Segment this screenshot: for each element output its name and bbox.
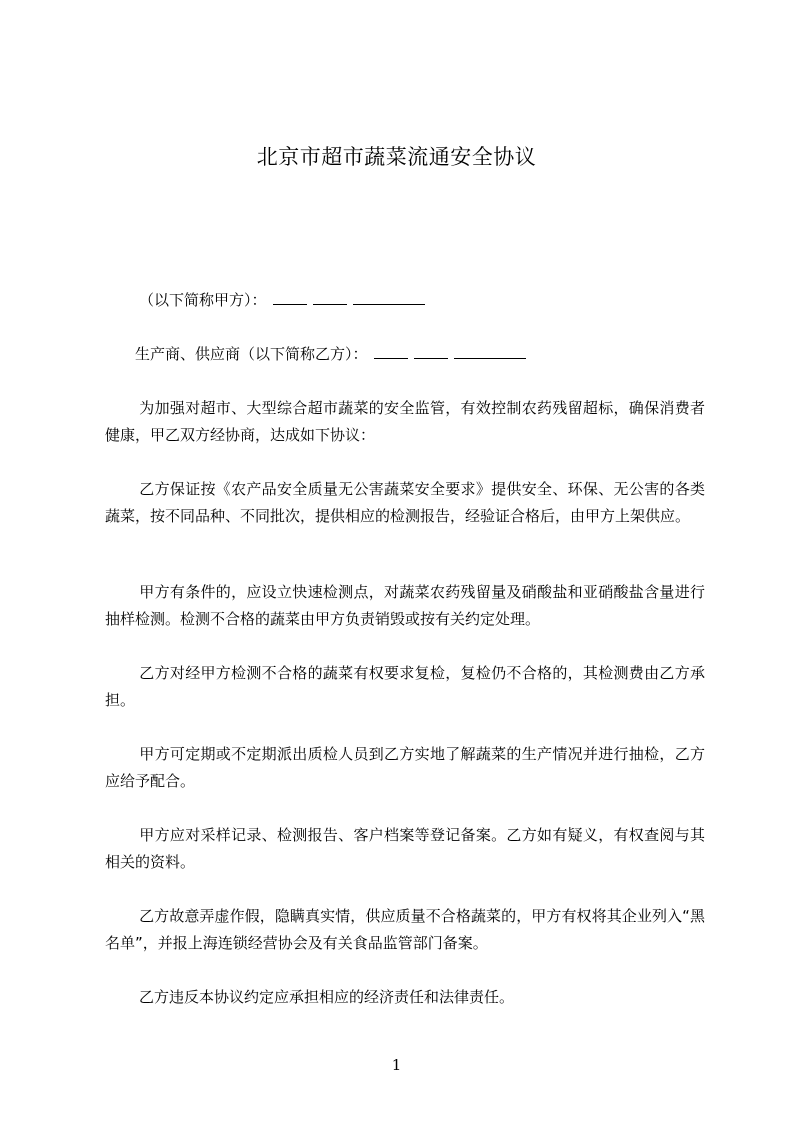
blank-field: [414, 344, 448, 359]
blank-field: [273, 290, 307, 305]
paragraph-text: 乙方对经甲方检测不合格的蔬菜有权要求复检，复检仍不合格的，其检测费由乙方承担。: [105, 664, 705, 709]
paragraph-text: 乙方违反本协议约定应承担相应的经济责任和法律责任。: [139, 988, 515, 1006]
paragraph-text: 乙方故意弄虚作假，隐瞒真实情，供应质量不合格蔬菜的，甲方有权将其企业列入“黑名单”，并报上海连锁经营协会及有关食品监管部门备案。: [105, 907, 705, 952]
page-number: 1: [391, 1056, 402, 1074]
paragraph-text: 甲方可定期或不定期派出质检人员到乙方实地了解蔬菜的生产情况并进行抽检，乙方应给予配合。: [105, 745, 705, 790]
paragraph-text: 甲方有条件的，应设立快速检测点，对蔬菜农药残留量及硝酸盐和亚硝酸盐含量进行抽样检测。检测不合格的蔬菜由甲方负责销毁或按有关约定处理。: [105, 583, 705, 628]
paragraph: [105, 395, 705, 449]
paragraph-text: 为加强对超市、大型综合超市蔬菜的安全监管，有效控制农药残留超标，确保消费者健康，甲乙双方经协商，达成如下协议：: [105, 399, 705, 444]
blank-field: [454, 344, 526, 359]
blank-field: [374, 344, 408, 359]
paragraph: [105, 822, 705, 876]
paragraph: [105, 660, 705, 714]
paragraph: [105, 741, 705, 795]
blank-field: [353, 290, 425, 305]
party-b-label: 生产商、供应商（以下简称乙方）：: [135, 345, 368, 363]
paragraph: [105, 579, 705, 633]
party-a-label: （以下简称甲方）：: [139, 291, 267, 309]
paragraph: [105, 984, 705, 1011]
paragraph-text: 乙方保证按《农产品安全质量无公害蔬菜安全要求》提供安全、环保、无公害的各类蔬菜，按不同品种、不同批次，提供相应的检测报告，经验证合格后，由甲方上架供应。: [105, 480, 705, 525]
document-title: 北京市超市蔬菜流通安全协议: [256, 145, 537, 169]
paragraph-text: 甲方应对采样记录、检测报告、客户档案等登记备案。乙方如有疑义，有权查阅与其相关的资料。: [105, 826, 705, 871]
party-b-line: [105, 341, 705, 368]
blank-field: [313, 290, 347, 305]
party-a-line: [105, 287, 705, 314]
paragraph: [105, 903, 705, 957]
paragraph: [105, 476, 705, 530]
